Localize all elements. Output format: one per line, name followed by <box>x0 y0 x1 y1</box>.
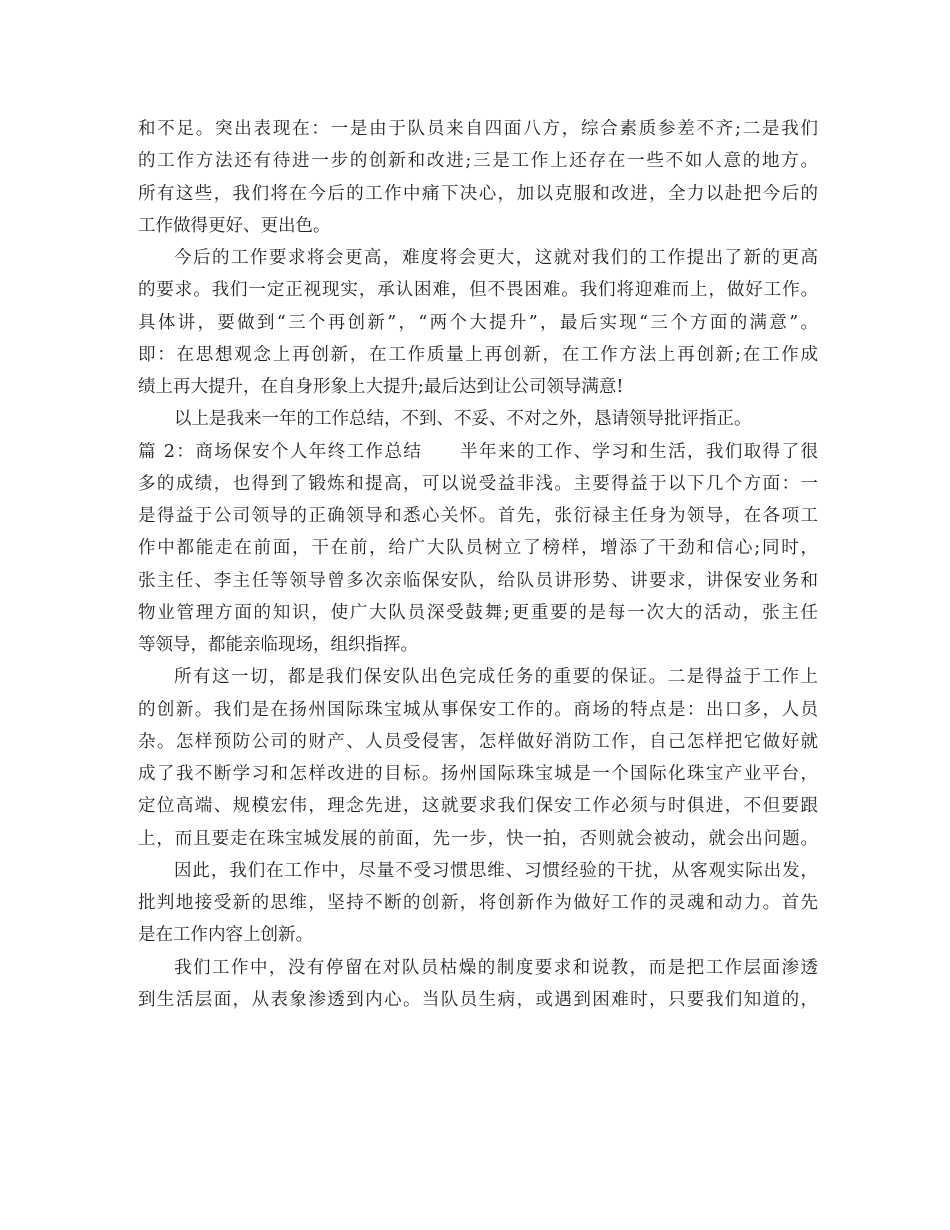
text-line: 绩上再大提升，在自身形象上大提升;最后达到让公司领导满意! <box>138 377 624 397</box>
text-line: 工作做得更好、更出色。 <box>138 215 331 236</box>
text-line: 的工作方法还有待进一步的创新和改进;三是工作上还存在一些不如人意的地方。 <box>138 151 818 172</box>
text-line: 因此，我们在工作中，尽量不受习惯思维、习惯经验的干扰，从客观实际出发， <box>174 860 818 881</box>
text-line: 是在工作内容上创新。 <box>138 925 313 946</box>
text-line: 即：在思想观念上再创新，在工作质量上再创新，在工作方法上再创新;在工作成 <box>138 344 818 365</box>
text-line: 的要求。我们一定正视现实，承认困难，但不畏困难。我们将迎难而上，做好工作。 <box>138 280 818 301</box>
text-line: 所有这些，我们将在今后的工作中痛下决心，加以克服和改进，全力以赴把今后的 <box>138 183 818 204</box>
text-line: 篇 2：商场保安个人年终工作总结 半年来的工作、学习和生活，我们取得了很 <box>138 441 818 462</box>
text-line: 物业管理方面的知识，使广大队员深受鼓舞;更重要的是每一次大的活动，张主任 <box>138 602 818 623</box>
text-line: 今后的工作要求将会更高，难度将会更大，这就对我们的工作提出了新的更高 <box>174 248 818 268</box>
document-body <box>138 113 818 1016</box>
text-line: 和不足。突出表现在：一是由于队员来自四面八方，综合素质参差不齐;二是我们 <box>138 119 818 139</box>
text-line: 成了我不断学习和怎样改进的目标。扬州国际珠宝城是一个国际化珠宝产业平台， <box>138 764 818 784</box>
text-line: 是得益于公司领导的正确领导和悉心关怀。首先，张衍禄主任身为领导，在各项工 <box>138 506 818 526</box>
text-line: 批判地接受新的思维，坚持不断的创新，将创新作为做好工作的灵魂和动力。首先 <box>138 893 818 913</box>
text-line: 我们工作中，没有停留在对队员枯燥的制度要求和说教，而是把工作层面渗透 <box>174 957 818 978</box>
text-line: 张主任、李主任等领导曾多次亲临保安队，给队员讲形势、讲要求，讲保安业务和 <box>138 570 818 591</box>
text-line: 的创新。我们是在扬州国际珠宝城从事保安工作的。商场的特点是：出口多，人员 <box>138 699 818 720</box>
text-line: 所有这一切，都是我们保安队出色完成任务的重要的保证。二是得益于工作上 <box>174 667 818 688</box>
text-line: 具体讲，要做到“三个再创新”，“两个大提升”，最后实现“三个方面的满意”。 <box>138 312 818 333</box>
text-line: 上，而且要走在珠宝城发展的前面，先一步，快一拍，否则就会被动，就会出问题。 <box>138 828 818 849</box>
text-line: 杂。怎样预防公司的财产、人员受侵害，怎样做好消防工作，自己怎样把它做好就 <box>138 731 818 752</box>
text-line: 等领导，都能亲临现场，组织指挥。 <box>138 635 418 655</box>
text-line: 多的成绩，也得到了锻炼和提高，可以说受益非浅。主要得益于以下几个方面：一 <box>138 473 818 494</box>
text-line: 到生活层面，从表象渗透到内心。当队员生病，或遇到困难时，只要我们知道的， <box>138 989 818 1010</box>
text-line: 作中都能走在前面，干在前，给广大队员树立了榜样，增添了干劲和信心;同时， <box>138 538 818 559</box>
text-line: 定位高端、规模宏伟，理念先进，这就要求我们保安工作必须与时俱进，不但要跟 <box>138 796 818 817</box>
text-line: 以上是我来一年的工作总结，不到、不妥、不对之外，恳请领导批评指正。 <box>174 409 752 430</box>
